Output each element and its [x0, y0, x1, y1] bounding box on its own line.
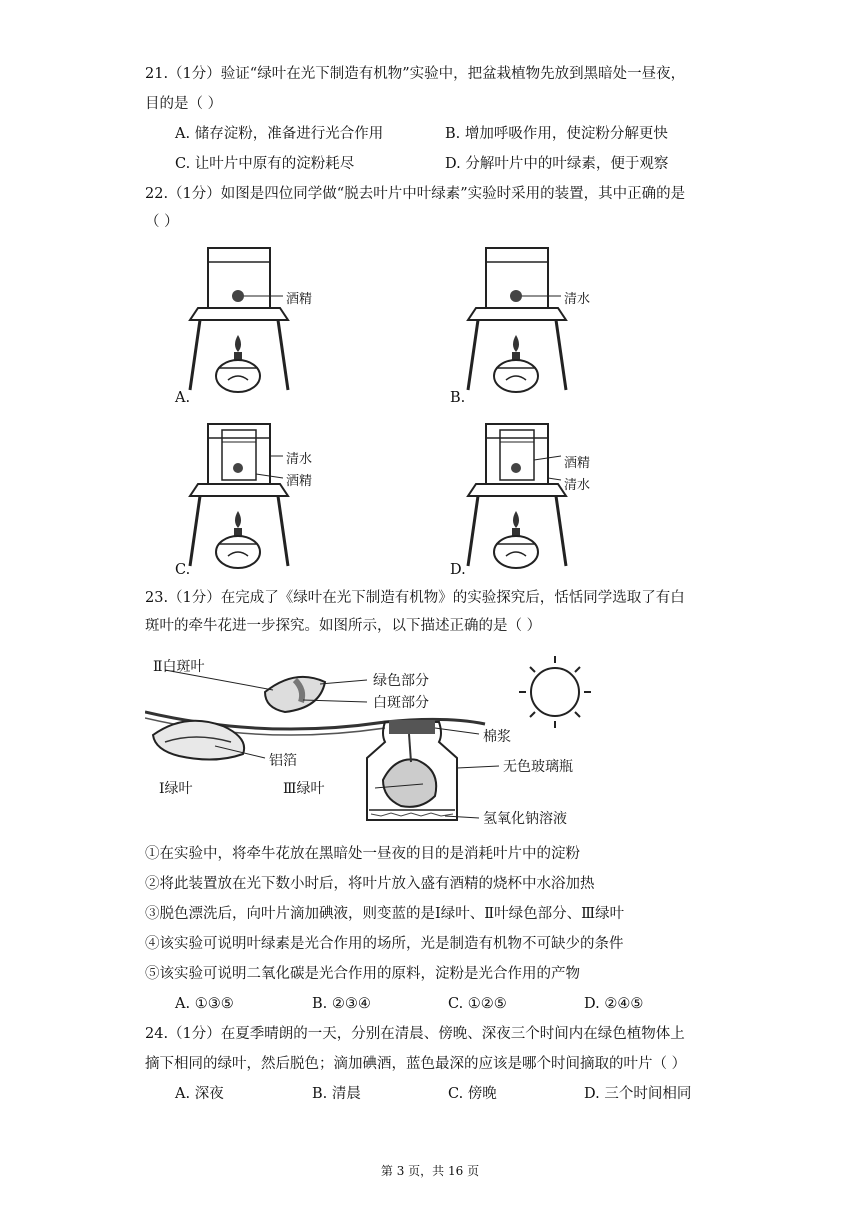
label-white-part: 白斑部分 [373, 695, 429, 711]
morning-glory-experiment-figure [145, 650, 625, 832]
q24-stem-line1: 24.（1分）在夏季晴朗的一天，分别在清晨、傍晚、深夜三个时间内在绿色植物体上 [145, 1026, 685, 1042]
apparatus-d-letter: D. [450, 562, 466, 578]
q21-stem-line1: 21.（1分）验证“绿叶在光下制造有机物”实验中，把盆栽植物先放到黑暗处一昼夜， [145, 66, 686, 82]
q21-option-d: D. 分解叶片中的叶绿素，便于观察 [445, 156, 669, 172]
label-bottle: 无色玻璃瓶 [503, 759, 573, 775]
label-leaf-iii: Ⅲ绿叶 [283, 781, 325, 797]
apparatus-c-letter: C. [175, 562, 191, 578]
q21-stem-line2: 目的是（ ） [145, 96, 223, 112]
q23-stem-line1: 23.（1分）在完成了《绿叶在光下制造有机物》的实验探究后，恬恬同学选取了有白 [145, 590, 685, 606]
label-green-part: 绿色部分 [373, 673, 429, 689]
q22-stem-line1: 22.（1分）如图是四位同学做“脱去叶片中叶绿素”实验时采用的装置，其中正确的是 [145, 186, 686, 202]
q23-statement-2: ②将此装置放在光下数小时后，将叶片放入盛有酒精的烧杯中水浴加热 [145, 876, 595, 892]
q23-statement-1: ①在实验中，将牵牛花放在黑暗处一昼夜的目的是消耗叶片中的淀粉 [145, 846, 580, 862]
apparatus-a [188, 240, 358, 405]
apparatus-d-label-top: 酒精 [564, 456, 591, 471]
apparatus-d-label-bottom: 清水 [564, 478, 591, 493]
label-foil: 铝箔 [269, 753, 297, 769]
apparatus-c [188, 416, 358, 581]
apparatus-d [466, 416, 636, 581]
q23-option-d: D. ②④⑤ [584, 996, 644, 1012]
apparatus-b-label: 清水 [564, 292, 591, 307]
q23-option-a: A. ①③⑤ [175, 996, 234, 1012]
q21-option-b: B. 增加呼吸作用，使淀粉分解更快 [445, 126, 668, 142]
q24-stem-line2: 摘下相同的绿叶，然后脱色；滴加碘酒，蓝色最深的应该是哪个时间摘取的叶片（ ） [145, 1056, 687, 1072]
page-footer: 第 3 页，共 16 页 [380, 1164, 480, 1178]
q21-option-c: C. 让叶片中原有的淀粉耗尽 [175, 156, 355, 172]
q22-stem-line2: （ ） [145, 214, 179, 230]
q23-statement-4: ④该实验可说明叶绿素是光合作用的场所，光是制造有机物不可缺少的条件 [145, 936, 624, 952]
q23-option-b: B. ②③④ [312, 996, 371, 1012]
q23-statement-3: ③脱色漂洗后，向叶片滴加碘液，则变蓝的是Ⅰ绿叶、Ⅱ叶绿色部分、Ⅲ绿叶 [145, 906, 625, 922]
label-leaf-i: Ⅰ绿叶 [159, 781, 193, 797]
q23-stem-line2: 斑叶的牵牛花进一步探究。如图所示，以下描述正确的是（ ） [145, 618, 542, 634]
apparatus-c-label-top: 清水 [286, 452, 313, 467]
label-naoh-solution: 氢氧化钠溶液 [483, 811, 567, 827]
label-cotton: 棉浆 [483, 729, 511, 745]
apparatus-b [466, 240, 636, 405]
q24-option-b: B. 清晨 [312, 1086, 361, 1102]
q23-option-c: C. ①②⑤ [448, 996, 507, 1012]
apparatus-b-letter: B. [450, 390, 466, 406]
apparatus-a-label: 酒精 [286, 292, 313, 307]
q24-option-d: D. 三个时间相同 [584, 1086, 692, 1102]
label-leaf-ii: Ⅱ白斑叶 [153, 659, 205, 675]
q24-option-a: A. 深夜 [175, 1086, 224, 1102]
apparatus-c-label-bottom: 酒精 [286, 474, 313, 489]
q23-statement-5: ⑤该实验可说明二氧化碳是光合作用的原料，淀粉是光合作用的产物 [145, 966, 580, 982]
q24-option-c: C. 傍晚 [448, 1086, 497, 1102]
q21-option-a: A. 储存淀粉，准备进行光合作用 [175, 126, 384, 142]
sun-icon [519, 656, 591, 728]
apparatus-a-letter: A. [175, 390, 191, 406]
